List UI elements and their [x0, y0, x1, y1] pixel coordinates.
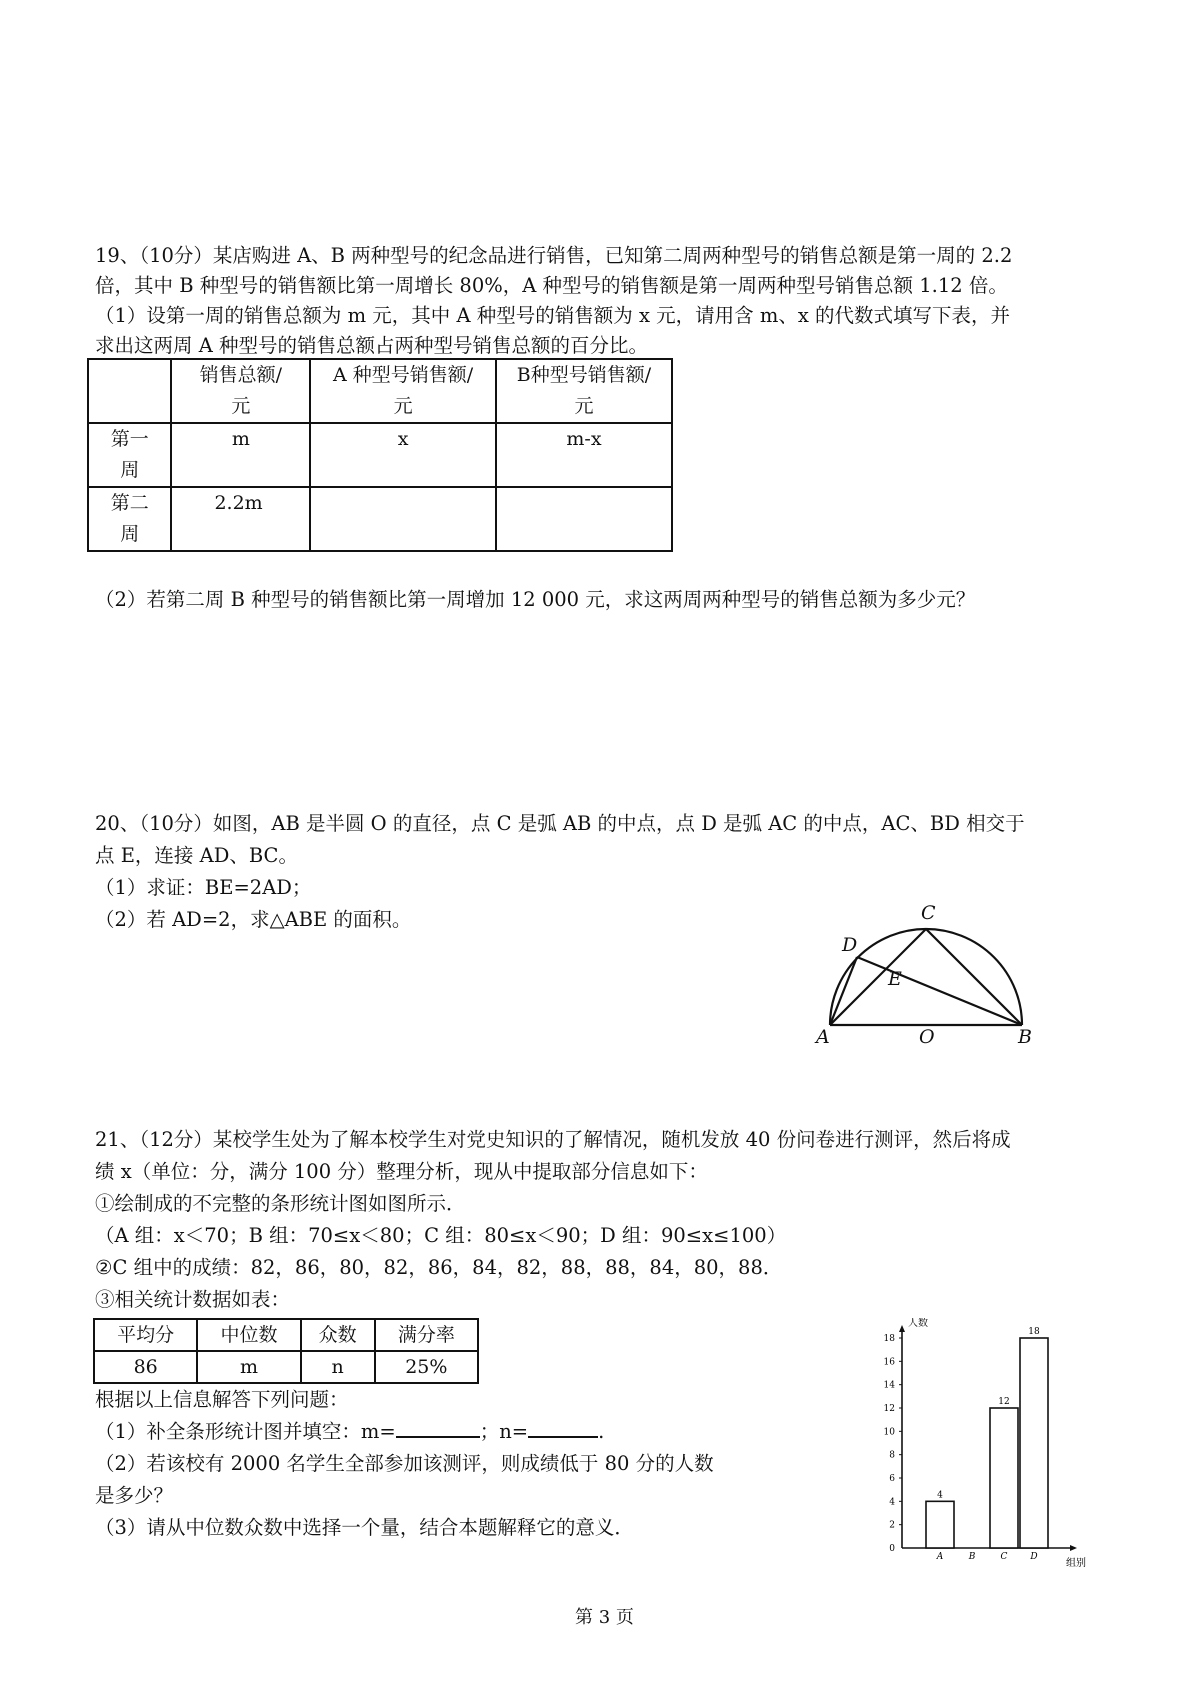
y-tick-label: 12: [883, 1404, 895, 1414]
y-tick-label: 14: [883, 1380, 895, 1391]
page-number: 第 3 页: [575, 1607, 634, 1628]
q21-info3: ③相关统计数据如表：: [95, 1288, 291, 1311]
answer-blank-n: [528, 1416, 598, 1438]
x-axis-title: 组别: [1066, 1558, 1086, 1568]
answer-blank-m: [396, 1416, 480, 1438]
row-label-week1: 第一 周: [88, 423, 171, 487]
data-label: 12: [998, 1397, 1010, 1407]
table-corner-cell: [88, 359, 171, 423]
q19-sales-table: [87, 358, 673, 552]
q21-part3: （3）请从中位数众数中选择一个量，结合本题解释它的意义．: [95, 1516, 634, 1539]
q21-stem-line1: 21、（12分）某校学生处为了解本校学生对党史知识的了解情况，随机发放 40 份问卷进行测评，然后将成: [95, 1128, 1011, 1151]
y-tick-label: 8: [889, 1450, 895, 1461]
q21-part2-line1: （2）若该校有 2000 名学生全部参加该测评，则成绩低于 80 分的人数: [95, 1452, 714, 1475]
q21-part2-line2: 是多少？: [95, 1484, 174, 1507]
stats-value: m: [197, 1351, 300, 1383]
q20-stem-line1: 20、（10分）如图，AB 是半圆 O 的直径，点 C 是弧 AB 的中点，点 D 是弧 AC 的中点，AC、BD 相交于: [95, 812, 1025, 835]
stats-header: 平均分: [94, 1319, 197, 1351]
cell-week1-a: x: [310, 423, 496, 487]
q21-info1: ①绘制成的不完整的条形统计图如图所示．: [95, 1192, 466, 1215]
bar-chart: [870, 1318, 1110, 1568]
table-row: [88, 487, 672, 551]
cell-week2-a: [310, 487, 496, 551]
chord-ad: [830, 957, 857, 1025]
stats-value: 25%: [375, 1351, 478, 1383]
q21-stem-line2: 绩 x（单位：分，满分 100 分）整理分析，现从中提取部分信息如下：: [95, 1160, 708, 1183]
q19-part2: （2）若第二周 B 种型号的销售额比第一周增加 12 000 元，求这两周两种型号的销售总额为多少元？: [95, 588, 976, 611]
bar-d: [1020, 1338, 1048, 1548]
label-b: B: [1018, 1026, 1032, 1045]
y-tick-label: 0: [889, 1544, 895, 1554]
label-o: O: [919, 1026, 935, 1045]
chord-bd: [857, 957, 1022, 1025]
x-tick-label: C: [1000, 1552, 1008, 1562]
stats-header: 满分率: [375, 1319, 478, 1351]
header-a-sales: A 种型号销售额/ 元: [310, 359, 496, 423]
y-tick-label: 16: [883, 1357, 895, 1368]
q20-part2: （2）若 AD=2，求△ABE 的面积。: [95, 908, 412, 931]
q20-part1: （1）求证：BE=2AD；: [95, 876, 312, 899]
q21-part1: （1）补全条形统计图并填空：m= ；n= .: [95, 1416, 604, 1448]
q19-part1-line2: 求出这两周 A 种型号的销售总额占两种型号销售总额的百分比。: [95, 334, 648, 357]
label-c: C: [921, 902, 936, 924]
x-tick-label: A: [936, 1552, 944, 1562]
label-d: D: [842, 934, 858, 956]
stats-value: 86: [94, 1351, 197, 1383]
stats-value: n: [301, 1351, 375, 1383]
x-tick-label: D: [1030, 1552, 1038, 1562]
cell-week1-total: m: [171, 423, 310, 487]
q19-stem-line2: 倍，其中 B 种型号的销售额比第一周增长 80%，A 种型号的销售额是第一周两种型号销售总额 1.12 倍。: [95, 274, 1008, 297]
y-axis-title: 人数: [908, 1318, 928, 1329]
semicircle-arc: [830, 929, 1022, 1025]
q19-part1-line1: （1）设第一周的销售总额为 m 元，其中 A 种型号的销售额为 x 元，请用含 m、x 的代数式填写下表，并: [95, 304, 1011, 327]
header-total: 销售总额/ 元: [171, 359, 310, 423]
data-label: 4: [937, 1490, 943, 1501]
stats-header: 中位数: [197, 1319, 300, 1351]
semicircle-figure: [810, 895, 1040, 1045]
data-label: 18: [1028, 1327, 1040, 1337]
q21-intro: 根据以上信息解答下列问题：: [95, 1388, 349, 1411]
table-row: [88, 423, 672, 487]
stats-header: 众数: [301, 1319, 375, 1351]
cell-week1-b: m-x: [496, 423, 672, 487]
y-tick-label: 6: [889, 1474, 895, 1484]
cell-week2-total: 2.2m: [171, 487, 310, 551]
y-tick-label: 10: [883, 1427, 895, 1438]
cell-week2-b: [496, 487, 672, 551]
y-tick-label: 2: [889, 1520, 895, 1531]
y-tick-label: 4: [889, 1497, 895, 1508]
q21-info2: ②C 组中的成绩：82，86，80，82，86，84，82，88，88，84，80，88．: [95, 1256, 783, 1279]
bar-a: [926, 1501, 954, 1548]
chord-bc: [926, 929, 1022, 1025]
y-tick-label: 18: [883, 1334, 895, 1344]
header-b-sales: B种型号销售额/ 元: [496, 359, 672, 423]
q21-stats-table: [93, 1318, 479, 1384]
q21-groups: （A 组：x＜70；B 组：70≤x＜80；C 组：80≤x＜90；D 组：90≤x≤100）: [95, 1224, 787, 1247]
y-axis-arrow: [899, 1325, 905, 1332]
bar-c: [990, 1408, 1018, 1548]
label-a: A: [816, 1026, 830, 1045]
label-e: E: [888, 968, 902, 990]
x-tick-label: B: [968, 1552, 976, 1562]
q19-stem-line1: 19、（10分）某店购进 A、B 两种型号的纪念品进行销售，已知第二周两种型号的销售总额是第一周的 2.2: [95, 244, 1013, 267]
q20-stem-line2: 点 E，连接 AD、BC。: [95, 844, 298, 867]
row-label-week2: 第二 周: [88, 487, 171, 551]
x-axis-arrow: [1070, 1545, 1077, 1551]
